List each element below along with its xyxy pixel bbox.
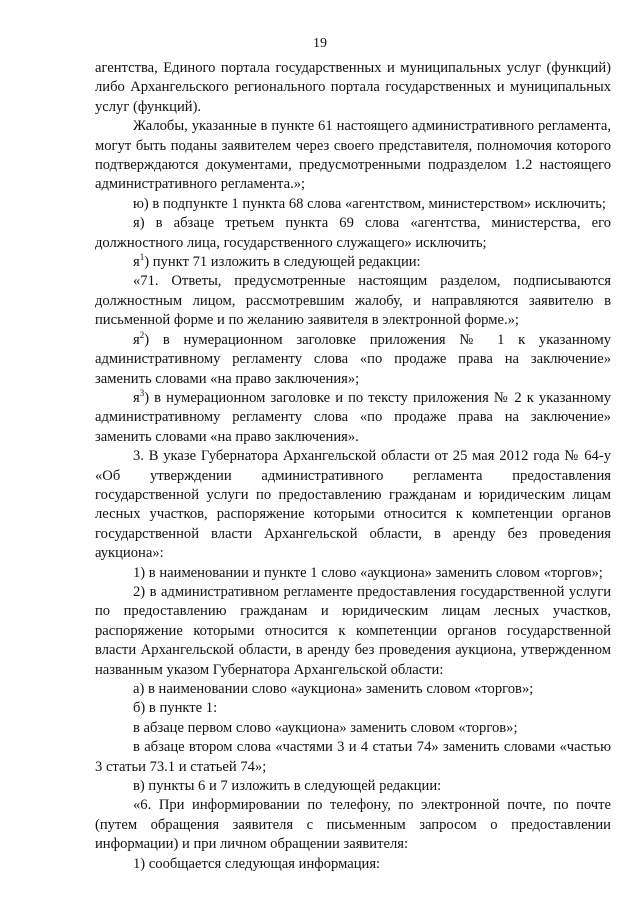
paragraph: 2) в административном регламенте предоставления государственной услуги по предоставлению гражданам и юридическим лицам лесных участков, распоряжение которыми относится к компетенции органов государственной власти Архангельской области, в аренду без проведения аукциона, утвержденном названным указом Губернатора Архангельской области: [95, 583, 611, 678]
paragraph: я) в абзаце третьем пункта 69 слова «агентства, министерства, его должностного лица, государственного служащего» исключить; [95, 215, 611, 251]
paragraph: а) в наименовании слово «аукциона» заменить словом «торгов»; [133, 681, 534, 697]
paragraph: 3. В указе Губернатора Архангельской области от 25 мая 2012 года № 64-у «Об утверждении административного регламента предоставления государственной услуги по предоставлению гражданам и юридическим лицам лесных участков, распоряжение которыми относится к компетенции органов государственной власти Архангельской области, в аренду без проведения аукциона»: [95, 448, 611, 562]
item-superscript: 1 [139, 252, 145, 263]
paragraph: «71. Ответы, предусмотренные настоящим разделом, подписываются должностным лицом, рассмотревшим жалобу, и направляются заявителю в письменной форме и по желанию заявителя в электронной форме.»; [95, 273, 611, 329]
paragraph: 1) сообщается следующая информация: [133, 855, 381, 872]
paragraph-text: ) в нумерационном заголовке приложения № 1 к указанному административному регламенту слова «по продаже права на заключение» заменить словами «на право заключения»; [95, 331, 611, 387]
item-superscript: 3 [139, 388, 145, 399]
paragraph: в абзаце втором слова «частями 3 и 4 статьи 74» заменить словами «частью 3 статьи 73.1 и статьей 74»; [95, 739, 611, 775]
paragraph: 1) в наименовании и пункте 1 слово «аукциона» заменить словом «торгов»; [133, 564, 603, 581]
document-body [95, 59, 611, 874]
paragraph [95, 389, 611, 447]
paragraph [95, 253, 611, 272]
item-letter: я [133, 331, 140, 348]
paragraph: ю) в подпункте 1 пункта 68 слова «агентством, министерством» исключить; [133, 195, 606, 212]
page-number: 19 [313, 36, 327, 51]
paragraph: в) пункты 6 и 7 изложить в следующей редакции: [133, 778, 442, 795]
item-letter: я [133, 389, 140, 406]
paragraph: агентства, Единого портала государственных и муниципальных услуг (функций) либо Архангельского регионального портала государственных и муниципальных услуг (функций). [95, 60, 611, 115]
paragraph [95, 331, 611, 389]
paragraph: в абзаце первом слово «аукциона» заменить словом «торгов»; [133, 719, 518, 736]
paragraph: «6. При информировании по телефону, по электронной почте, по почте (путем обращения заявителя с письменным запросом о предоставлении информации) и при личном обращении заявителя: [95, 797, 611, 853]
paragraph-text: ) пункт 71 изложить в следующей редакции: [144, 254, 421, 271]
item-superscript: 2 [139, 329, 145, 340]
paragraph: Жалобы, указанные в пункте 61 настоящего административного регламента, могут быть поданы заявителем через своего представителя, полномочия которого подтверждаются документами, предусмотренными подразделом 1.2 настоящего административного регламента.»; [95, 118, 611, 193]
paragraph: б) в пункте 1: [133, 700, 218, 717]
item-letter: я [133, 254, 140, 271]
paragraph-text: ) в нумерационном заголовке и по тексту приложения № 2 к указанному административному регламенту слова «по продаже права на заключение» заменить словами «на право заключения». [95, 389, 611, 445]
